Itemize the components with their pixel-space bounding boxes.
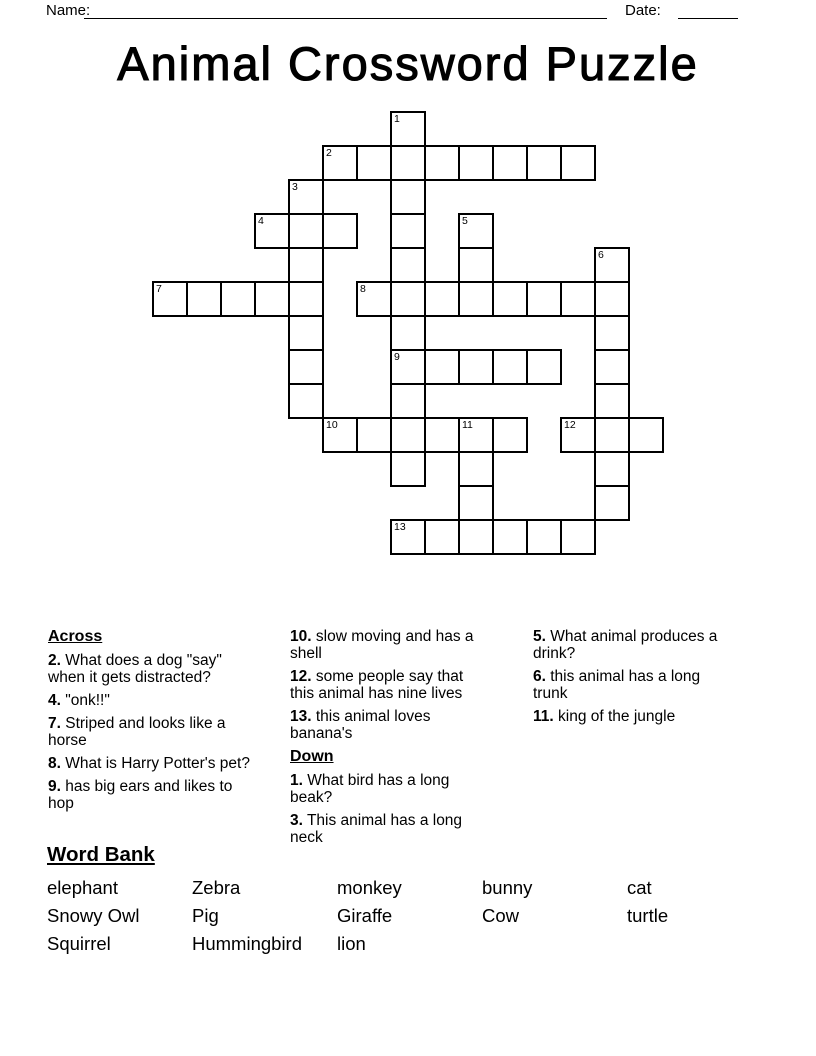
clue-across-12 xyxy=(290,668,490,702)
grid-cell[interactable] xyxy=(288,213,324,249)
grid-cell[interactable] xyxy=(390,349,426,385)
grid-cell[interactable] xyxy=(186,281,222,317)
clue-text: slow moving and has a shell xyxy=(290,628,474,662)
grid-cell[interactable] xyxy=(458,417,494,453)
clue-across-2 xyxy=(48,652,252,686)
clue-text: some people say that this animal has nine lives xyxy=(290,668,464,702)
word-bank-grid xyxy=(47,877,772,954)
grid-cell[interactable] xyxy=(254,213,290,249)
grid-cell[interactable] xyxy=(288,383,324,419)
grid-cell[interactable] xyxy=(560,417,596,453)
clue-number: 8. xyxy=(48,755,61,772)
cell-number: 5 xyxy=(462,215,468,227)
word-bank-item: cat xyxy=(627,877,652,898)
grid-cell[interactable] xyxy=(322,417,358,453)
grid-cell[interactable] xyxy=(390,111,426,147)
cell-number: 6 xyxy=(598,249,604,261)
cell-number: 9 xyxy=(394,351,400,363)
cell-number: 2 xyxy=(326,147,332,159)
grid-cell[interactable] xyxy=(594,349,630,385)
clue-down-3 xyxy=(290,812,490,846)
grid-cell[interactable] xyxy=(458,349,494,385)
clue-across-10 xyxy=(290,628,490,662)
clues-column-3 xyxy=(533,628,719,731)
grid-cell[interactable] xyxy=(390,145,426,181)
grid-cell[interactable] xyxy=(526,281,562,317)
date-label: Date: xyxy=(625,2,661,19)
clue-text: What animal produces a drink? xyxy=(533,628,718,662)
clues-column-1 xyxy=(48,628,252,818)
grid-cell[interactable] xyxy=(458,451,494,487)
clue-number: 11. xyxy=(533,708,554,725)
grid-cell[interactable] xyxy=(560,145,596,181)
clue-number: 7. xyxy=(48,715,61,732)
grid-cell[interactable] xyxy=(424,519,460,555)
grid-cell[interactable] xyxy=(560,281,596,317)
clue-text: this animal has a long trunk xyxy=(533,668,701,702)
clue-text: What is Harry Potter's pet? xyxy=(65,755,250,772)
grid-cell[interactable] xyxy=(390,179,426,215)
clue-number: 3. xyxy=(290,812,303,829)
clue-across-9 xyxy=(48,778,252,812)
clue-number: 10. xyxy=(290,628,312,645)
grid-cell[interactable] xyxy=(390,281,426,317)
grid-cell[interactable] xyxy=(390,451,426,487)
grid-cell[interactable] xyxy=(288,281,324,317)
clue-number: 2. xyxy=(48,652,61,669)
grid-cell[interactable] xyxy=(526,145,562,181)
clue-down-1 xyxy=(290,772,490,806)
grid-cell[interactable] xyxy=(628,417,664,453)
clue-number: 1. xyxy=(290,772,303,789)
word-bank-item: turtle xyxy=(627,905,669,926)
word-bank-item: Pig xyxy=(192,905,219,926)
grid-cell[interactable] xyxy=(458,213,494,249)
clues-column-2 xyxy=(290,628,490,852)
grid-cell[interactable] xyxy=(458,485,494,521)
grid-cell[interactable] xyxy=(458,519,494,555)
clue-text: What does a dog "say" when it gets distracted? xyxy=(48,652,222,686)
grid-cell[interactable] xyxy=(424,417,460,453)
cell-number: 10 xyxy=(326,419,338,431)
grid-cell[interactable] xyxy=(288,179,324,215)
grid-cell[interactable] xyxy=(594,383,630,419)
grid-cell[interactable] xyxy=(356,281,392,317)
grid-cell[interactable] xyxy=(594,315,630,351)
down-heading: Down xyxy=(290,748,334,765)
date-input-line[interactable] xyxy=(678,3,738,19)
word-bank-item: elephant xyxy=(47,877,118,898)
clue-down-11 xyxy=(533,708,719,725)
cell-number: 11 xyxy=(462,419,473,431)
cell-number: 4 xyxy=(258,215,264,227)
clue-text: Striped and looks like a horse xyxy=(48,715,226,749)
grid-cell[interactable] xyxy=(526,519,562,555)
grid-cell[interactable] xyxy=(390,519,426,555)
word-bank-item: Snowy Owl xyxy=(47,905,140,926)
cell-number: 13 xyxy=(394,521,406,533)
grid-cell[interactable] xyxy=(458,145,494,181)
grid-cell[interactable] xyxy=(560,519,596,555)
grid-cell[interactable] xyxy=(492,519,528,555)
grid-cell[interactable] xyxy=(594,281,630,317)
grid-cell[interactable] xyxy=(390,213,426,249)
name-input-line[interactable] xyxy=(84,3,607,19)
grid-cell[interactable] xyxy=(424,281,460,317)
clue-number: 9. xyxy=(48,778,61,795)
grid-cell[interactable] xyxy=(288,247,324,283)
clue-number: 6. xyxy=(533,668,546,685)
grid-cell[interactable] xyxy=(526,349,562,385)
clue-text: "onk!!" xyxy=(65,692,110,709)
cell-number: 1 xyxy=(394,113,400,125)
grid-cell[interactable] xyxy=(322,145,358,181)
grid-cell[interactable] xyxy=(492,417,528,453)
grid-cell[interactable] xyxy=(458,281,494,317)
grid-cell[interactable] xyxy=(424,145,460,181)
grid-cell[interactable] xyxy=(356,417,392,453)
across-heading: Across xyxy=(48,628,103,645)
grid-cell[interactable] xyxy=(390,417,426,453)
cell-number: 12 xyxy=(564,419,576,431)
grid-cell[interactable] xyxy=(288,349,324,385)
clue-number: 13. xyxy=(290,708,312,725)
grid-cell[interactable] xyxy=(424,349,460,385)
grid-cell[interactable] xyxy=(492,349,528,385)
cell-number: 3 xyxy=(292,181,298,193)
word-bank-item: bunny xyxy=(482,877,533,898)
clue-across-4 xyxy=(48,692,252,709)
clue-down-5 xyxy=(533,628,719,662)
grid-cell[interactable] xyxy=(288,315,324,351)
page-title: Animal Crossword Puzzle xyxy=(117,37,699,90)
grid-cell[interactable] xyxy=(390,315,426,351)
word-bank-item: monkey xyxy=(337,877,402,898)
clue-text: king of the jungle xyxy=(558,708,676,725)
grid-cell[interactable] xyxy=(152,281,188,317)
grid-cell[interactable] xyxy=(390,247,426,283)
clue-text: This animal has a long neck xyxy=(290,812,463,846)
grid-cell[interactable] xyxy=(458,247,494,283)
clue-across-8 xyxy=(48,755,252,772)
clue-text: What bird has a long beak? xyxy=(290,772,450,806)
clue-across-13 xyxy=(290,708,490,742)
grid-cell[interactable] xyxy=(492,281,528,317)
clue-number: 4. xyxy=(48,692,61,709)
grid-cell[interactable] xyxy=(594,451,630,487)
clue-down-6 xyxy=(533,668,719,702)
grid-cell[interactable] xyxy=(390,383,426,419)
word-bank-item: Zebra xyxy=(192,877,241,898)
grid-cell[interactable] xyxy=(594,247,630,283)
word-bank-heading: Word Bank xyxy=(47,843,155,866)
cell-number: 8 xyxy=(360,283,366,295)
clue-text: this animal loves banana's xyxy=(290,708,431,742)
grid-cell[interactable] xyxy=(594,485,630,521)
word-bank-item: Hummingbird xyxy=(192,933,303,954)
grid-cell[interactable] xyxy=(492,145,528,181)
grid-cell[interactable] xyxy=(594,417,630,453)
word-bank-item: Cow xyxy=(482,905,520,926)
cell-number: 7 xyxy=(156,283,162,295)
word-bank-item: lion xyxy=(337,933,366,954)
clue-across-7 xyxy=(48,715,252,749)
clue-text: has big ears and likes to hop xyxy=(48,778,233,812)
grid-cell[interactable] xyxy=(322,213,358,249)
grid-cell[interactable] xyxy=(220,281,256,317)
clue-number: 5. xyxy=(533,628,546,645)
word-bank-item: Giraffe xyxy=(337,905,393,926)
grid-cell[interactable] xyxy=(254,281,290,317)
name-label: Name: xyxy=(46,2,91,19)
clue-number: 12. xyxy=(290,668,312,685)
word-bank xyxy=(47,843,772,954)
word-bank-item: Squirrel xyxy=(47,933,111,954)
grid-cell[interactable] xyxy=(356,145,392,181)
crossword-grid xyxy=(152,111,664,555)
